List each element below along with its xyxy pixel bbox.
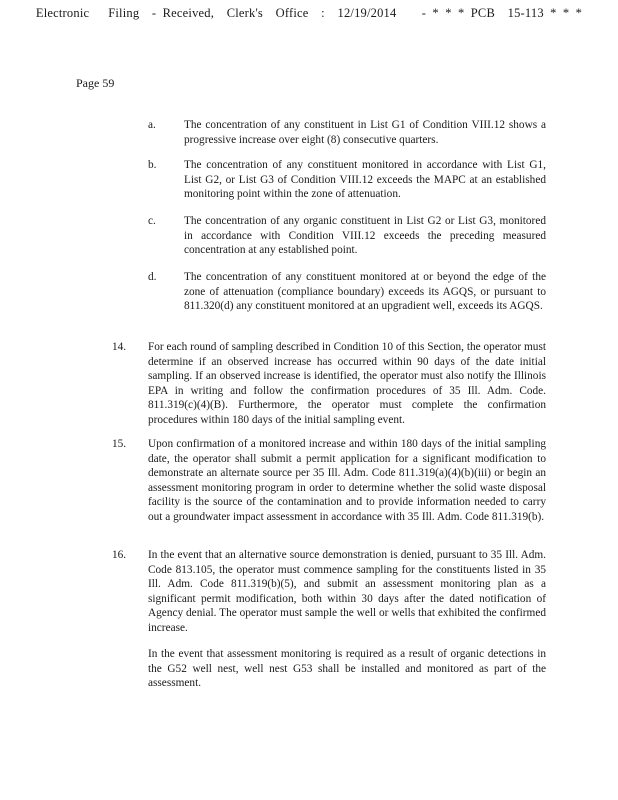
list-text: The concentration of any constituent monitored in accordance with List G1, List G2, or List G3 of Condition VIII.12 exceeds the MAPC at an established monitoring point within the zone of attenuation. — [184, 159, 546, 201]
item-text: In the event that an alternative source demonstration is denied, pursuant to 35 Ill. Adm. Code 813.105, the operator must commence sampling for the constituents listed in 35 Ill. Adm. Code 811.319(b)(5), and submit an assessment monitoring plan as a significant permit modification, both within 30 days after the dated notification of Agency denial. The operator must sample the well or wells that exhibited the confirmed increase. — [148, 549, 546, 634]
item-number: 15. — [112, 438, 127, 450]
list-marker: b. — [148, 159, 157, 171]
item-number: 16. — [112, 549, 127, 561]
list-text: The concentration of any constituent monitored at or beyond the edge of the zone of attenuation (compliance boundary) exceeds its AGQS, or pursuant to 811.320(d) any constituent monitored at an upgradient well, exceeds its AGQS. — [184, 271, 546, 313]
item-number: 14. — [112, 341, 127, 353]
list-text: The concentration of any organic constituent in List G2 or List G3, monitored in accordance with Condition VIII.12 exceeds the preceding measured concentration at any established point. — [184, 215, 546, 257]
list-marker: a. — [148, 119, 156, 131]
list-text: The concentration of any constituent in List G1 of Condition VIII.12 shows a progressive increase over eight (8) consecutive quarters. — [184, 119, 546, 146]
list-marker: c. — [148, 215, 156, 227]
assessment-paragraph: In the event that assessment monitoring is required as a result of organic detections in the G52 well nest, well nest G53 shall be installed and monitored as part of the assessment. — [148, 648, 546, 690]
list-marker: d. — [148, 271, 157, 283]
item-text: For each round of sampling described in Condition 10 of this Section, the operator must determine if an observed increase has occurred within 90 days of the date initial sampling. If an observed increase is identified, the operator must also notify the Illinois EPA in writing and follow the confirmation procedures of 35 Ill. Adm. Code. 811.319(c)(4)(B). Furthermore, the operator must complete the confirmation procedures within 180 days of the initial sampling event. — [148, 341, 546, 426]
page-number: Page 59 — [76, 76, 115, 90]
item-text: Upon confirmation of a monitored increase and within 180 days of the initial sampling date, the operator shall submit a permit application for a significant modification to demonstrate an alternate source per 35 Ill. Adm. Code 811.319(a)(4)(b)(iii) or begin an assessment monitoring program in order to determine whether the solid waste disposal facility is the source of the contamination and to provide information needed to carry out a groundwater impact assessment in accordance with 35 Ill. Adm. Code 811.319(b). — [148, 438, 546, 523]
electronic-filing-header: Electronic Filing - Received, Clerk's Office : 12/19/2014 - * * * PCB 15-113 * * * — [35, 6, 583, 20]
